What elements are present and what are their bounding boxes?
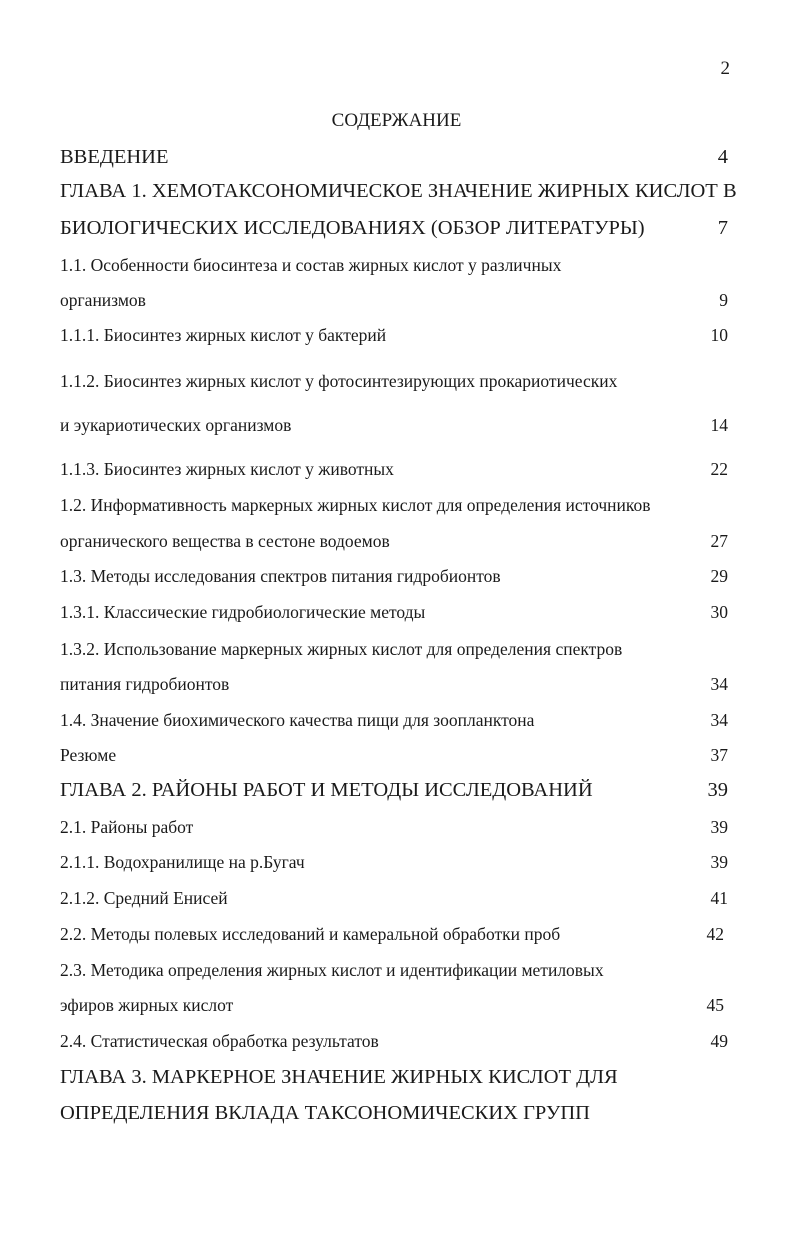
toc-entry-page: 41 [710, 888, 728, 908]
toc-entry-page: 34 [710, 674, 728, 694]
toc-entry-text: питания гидробионтов [60, 674, 230, 694]
toc-entry-text: 2.4. Статистическая обработка результатов [60, 1031, 379, 1051]
toc-entry-page: 37 [710, 745, 728, 765]
toc-entry-page: 7 [717, 217, 728, 239]
toc-entry-text: организмов [60, 290, 146, 310]
toc-entry-text: 1.1. Особенности биосинтеза и состав жирных кислот у различных [60, 255, 562, 275]
toc-entry-text: и эукариотических организмов [60, 415, 292, 435]
toc-entry-text: 1.3.2. Использование маркерных жирных кислот для определения спектров [60, 639, 623, 659]
toc-entry-page: 30 [710, 602, 728, 622]
toc-entry-page: 27 [710, 531, 728, 551]
toc-entry-text: 2.3. Методика определения жирных кислот и идентификации метиловых [60, 960, 604, 980]
toc-entry-text: ВВЕДЕНИЕ [60, 146, 169, 168]
toc-entry-page: 29 [710, 566, 728, 586]
toc-entry-page: 39 [707, 779, 728, 801]
toc-entry-page: 39 [710, 852, 728, 872]
toc-entry-text: ГЛАВА 3. МАРКЕРНОЕ ЗНАЧЕНИЕ ЖИРНЫХ КИСЛОТ ДЛЯ [60, 1066, 618, 1088]
toc-entry-text: ГЛАВА 1. ХЕМОТАКСОНОМИЧЕСКОЕ ЗНАЧЕНИЕ ЖИРНЫХ КИСЛОТ В [60, 180, 737, 202]
toc-entry-text: ОПРЕДЕЛЕНИЯ ВКЛАДА ТАКСОНОМИЧЕСКИХ ГРУПП [60, 1102, 590, 1124]
toc-entry-page: 34 [710, 710, 728, 730]
toc-entry-text: 1.1.2. Биосинтез жирных кислот у фотосинтезирующих прокариотических [60, 371, 618, 391]
toc-entry-text: 2.1.2. Средний Енисей [60, 888, 228, 908]
toc-entry-page: 39 [710, 817, 728, 837]
toc-entry-page: 42 [706, 924, 724, 944]
page-number: 2 [720, 58, 730, 79]
toc-entry-page: 4 [717, 146, 728, 168]
toc-entry-text: ГЛАВА 2. РАЙОНЫ РАБОТ И МЕТОДЫ ИССЛЕДОВАНИЙ [60, 779, 593, 801]
toc-entry-text: 1.1.1. Биосинтез жирных кислот у бактерий [60, 325, 387, 345]
toc-entry-text: 1.4. Значение биохимического качества пищи для зоопланктона [60, 710, 535, 730]
toc-entry-text: эфиров жирных кислот [60, 995, 234, 1015]
toc-entry-page: 22 [710, 459, 728, 479]
toc-entry-text: органического вещества в сестоне водоемов [60, 531, 390, 551]
toc-entry-text: 2.1.1. Водохранилище на р.Бугач [60, 852, 305, 872]
toc-entry-text: 1.1.3. Биосинтез жирных кислот у животных [60, 459, 394, 479]
page-title: СОДЕРЖАНИЕ [331, 110, 462, 131]
toc-entry-page: 49 [710, 1031, 728, 1051]
toc-entry-text: 1.2. Информативность маркерных жирных кислот для определения источников [60, 495, 651, 515]
toc-entry-page: 9 [719, 290, 728, 310]
toc-entry-text: 2.2. Методы полевых исследований и камеральной обработки проб [60, 924, 561, 944]
toc-entry-text: БИОЛОГИЧЕСКИХ ИССЛЕДОВАНИЯХ (ОБЗОР ЛИТЕРАТУРЫ) [60, 217, 645, 239]
toc-entry-text: 2.1. Районы работ [60, 817, 194, 837]
toc-entry-page: 14 [710, 415, 728, 435]
toc-entry-page: 10 [710, 325, 728, 345]
toc-entry-page: 45 [706, 995, 724, 1015]
toc-entry-text: Резюме [60, 745, 117, 765]
toc-entry-text: 1.3. Методы исследования спектров питания гидробионтов [60, 566, 501, 586]
toc-entry-text: 1.3.1. Классические гидробиологические методы [60, 602, 426, 622]
